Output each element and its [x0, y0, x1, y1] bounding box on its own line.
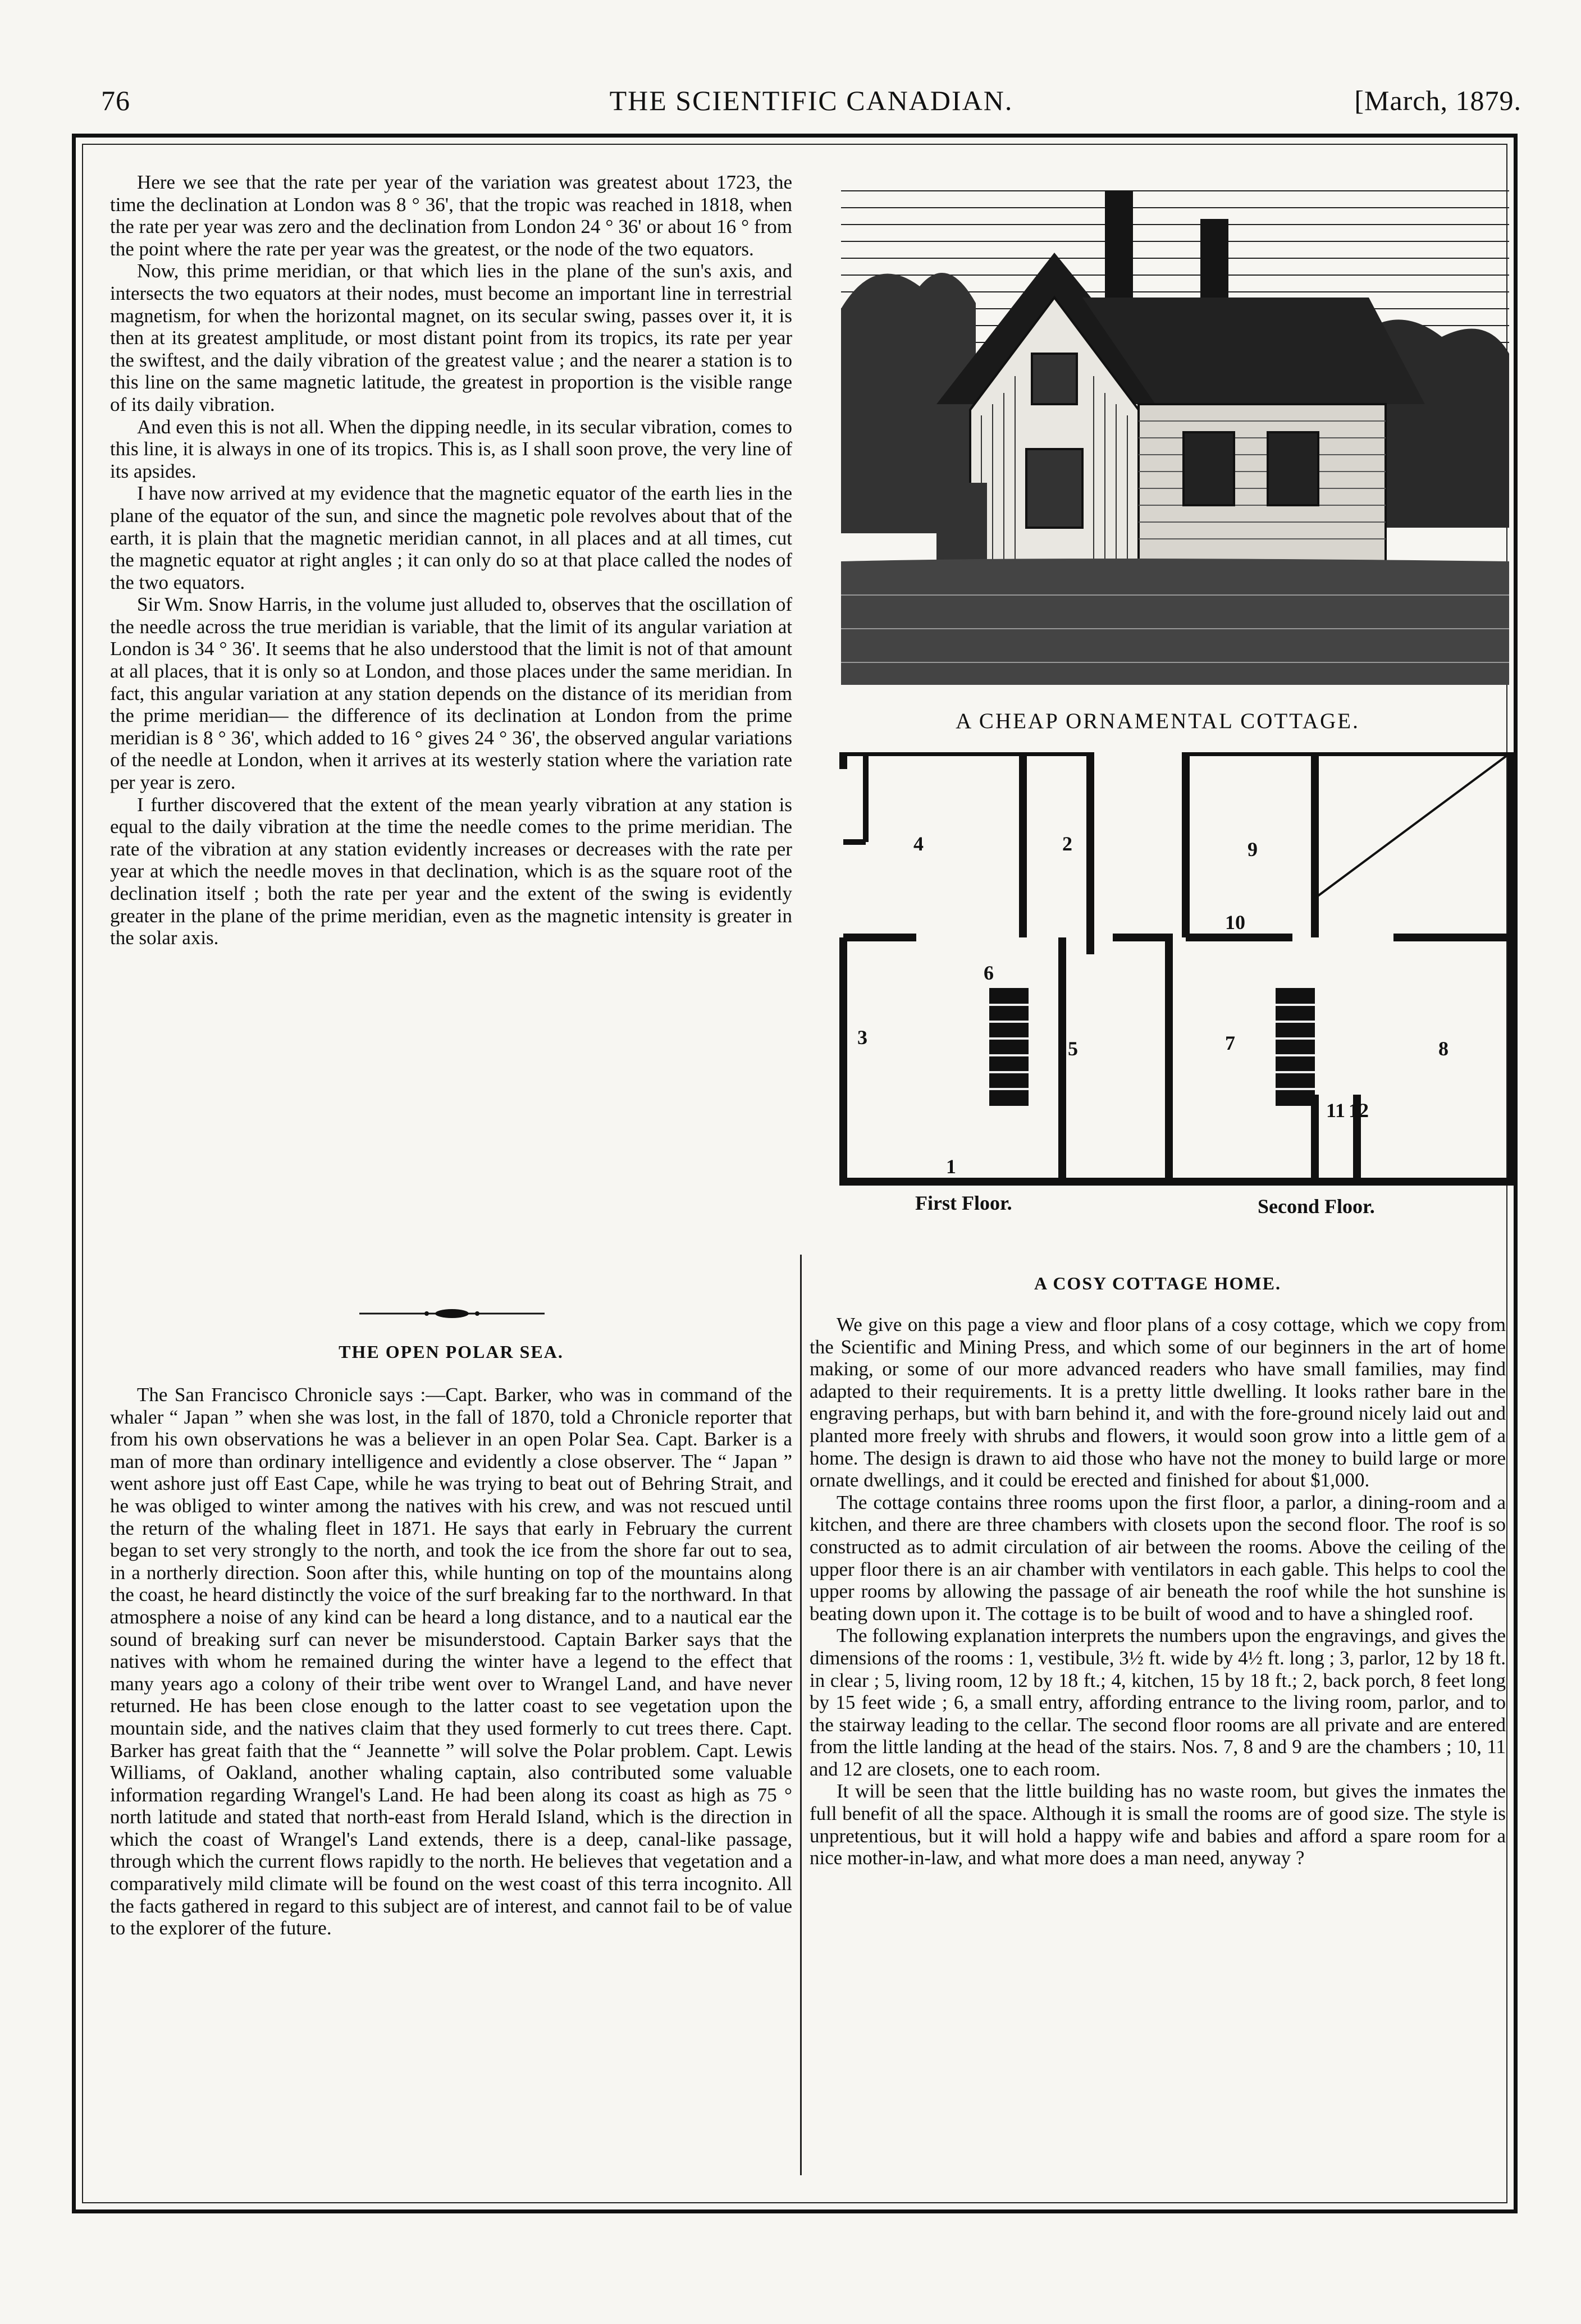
- engraving-caption: A CHEAP ORNAMENTAL COTTAGE.: [956, 709, 1360, 733]
- paragraph: I have now arrived at my evidence that the magnetic equator of the earth lies in the plane of the equator of the sun, and since the magnetic pole revolves about that of the earth, it is plain that the magnetic meridian cannot, in all places and at all times, cut the magnetic equator at right angles ; it can only do so at that place called the nodes of the two equators.: [110, 482, 792, 593]
- room-2: 2: [1062, 832, 1072, 855]
- section-ornament: [359, 1305, 545, 1322]
- second-floor-label: Second Floor.: [1258, 1195, 1375, 1218]
- floor-plans: [832, 752, 1514, 1190]
- paragraph: The cottage contains three rooms upon the first floor, a parlor, a dining-room and a kitchen, and there are three chambers with closets upon the second floor. The roof is so constructed as to admit circulation of air between the rooms. Above the ceiling of the upper floor there is an air chamber with ventilators in each gable. This helps to cool the upper rooms by allowing the passage of air beneath the roof while the hot sunshine is beating down upon it. The cottage is to be built of wood and to have a shingled roof.: [810, 1491, 1506, 1625]
- room-3: 3: [857, 1026, 867, 1049]
- paragraph: The following explanation interprets the numbers upon the engravings, and gives the dimensions of the rooms : 1, vestibule, 3½ ft. wide by 4½ ft. long ; 3, parlor, 12 by 18 ft. in clear ; 5, living room, 12 by 18 ft.; 4, kitchen, 15 by 18 ft.; 2, back porch, 8 feet long by 15 feet wide ; 6, a small entry, affording entrance to the living room, parlor, and to the stairway leading to the cellar. The second floor rooms are all private and are entered from the little landing at the head of the stairs. Nos. 7, 8 and 9 are the chambers ; 10, 11 and 12 are closets, one to each room.: [810, 1625, 1506, 1780]
- journal-title: THE SCIENTIFIC CANADIAN.: [609, 85, 1013, 116]
- issue-date: [March, 1879.: [1354, 85, 1521, 116]
- column-divider: [800, 1255, 802, 2175]
- room-8: 8: [1438, 1037, 1449, 1060]
- paragraph: Sir Wm. Snow Harris, in the volume just alluded to, observes that the oscillation of the needle across the true meridian is variable, that the limit of its angular variation at London is 34 ° 36'. It seems that he also understood that the limit is not of that amount at all places, that it is only so at London, and those places under the same meridian. In fact, this angular variation at any station depends on the distance of its meridian from the prime meridian— the difference of its declination at London from the prime meridian is 8 ° 36', which added to 16 ° gives 24 ° 36', the observed angular variations of the needle at London, when it arrives at its westerly station where the variation rate per year is zero.: [110, 593, 792, 794]
- running-header: [101, 84, 1521, 123]
- cosy-home-heading: A COSY COTTAGE HOME.: [1034, 1273, 1282, 1293]
- first-floor-label: First Floor.: [915, 1192, 1012, 1214]
- polar-sea-article: [110, 1384, 792, 1939]
- paragraph: We give on this page a view and floor plans of a cosy cottage, which we copy from the Scientific and Mining Press, and which some of our beginners in the art of home making, or some of our more advanced readers who have small families, may find adapted to their requirements. It is a pretty little dwelling. It looks rather bare in the engraving perhaps, but with barn behind it, and with the fore-ground nicely laid out and planted more freely with shrubs and flowers, it would soon grow into a little gem of a home. The design is drawn to aid those who have not the money to build large or more ornate dwellings, and it could be erected and finished for about $1,000.: [810, 1314, 1506, 1492]
- polar-sea-heading: THE OPEN POLAR SEA.: [339, 1342, 564, 1362]
- room-12: 12: [1349, 1099, 1369, 1122]
- room-4: 4: [913, 832, 924, 855]
- page-number: 76: [101, 85, 130, 116]
- room-9: 9: [1248, 838, 1258, 861]
- cottage-engraving: [841, 168, 1509, 685]
- room-10: 10: [1225, 911, 1245, 934]
- magnetism-article: [110, 171, 792, 949]
- room-11: 11: [1326, 1099, 1346, 1122]
- room-1: 1: [946, 1155, 956, 1178]
- paragraph: It will be seen that the little building has no waste room, but gives the inmates the full benefit of all the space. Although it is small the rooms are of good size. The style is unpretentious, but it will hold a happy wife and babies and afford a spare room for a nice mother-in-law, and what more does a man need, anyway ?: [810, 1780, 1506, 1869]
- room-7: 7: [1225, 1032, 1235, 1054]
- paragraph: I further discovered that the extent of the mean yearly vibration at any station is equal to the daily vibration at the time the needle comes to the prime meridian. The rate of the vibration at any station evidently increases or decreases with the rate per year at which the needle moves in that declination, which is as the square root of the declination itself ; both the rate per year and the extent of the swing is evidently greater in the plane of the prime meridian, even as the magnetic intensity is greater in the solar axis.: [110, 793, 792, 949]
- paragraph: And even this is not all. When the dipping needle, in its secular vibration, comes to this line, it is always in one of its tropics. This is, as I shall soon prove, the very line of its apsides.: [110, 415, 792, 482]
- paragraph: Now, this prime meridian, or that which lies in the plane of the sun's axis, and intersects the two equators at their nodes, must become an important line in terrestrial magnetism, for when the horizontal magnet, on its secular swing, passes over it, it is then at its greatest amplitude, or most distant point from its tropics, its rate per year the swiftest, and the daily vibration of the greatest value ; and the nearer a station is to this line on the same magnetic latitude, the greatest in proportion is the visible range of its daily vibration.: [110, 260, 792, 415]
- room-6: 6: [984, 962, 994, 984]
- cosy-home-article: [810, 1314, 1506, 1869]
- paragraph: The San Francisco Chronicle says :—Capt. Barker, who was in command of the whaler “ Japan ” when she was lost, in the fall of 1870, told a Chronicle reporter that from his own observations he was a believer in an open Polar Sea. Capt. Barker is a man of more than ordinary intelligence and evidently a close observer. The “ Japan ” went ashore just off East Cape, while he was trying to beat out of Behring Strait, and he was obliged to winter among the natives with his crew, and was not rescued until the return of the whaling fleet in 1871. He says that early in February the current began to set very strongly to the north, and took the ice from the shore far out to sea, in a northerly direction. Soon after this, while hunting on top of the mountains along the coast, he heard distinctly the voice of the surf breaking far to the northward. In that atmosphere a noise of any kind can be heard a long distance, and to a nautical ear the sound of breaking surf can never be misunderstood. Captain Barker says that the natives with whom he remained during the winter have a legend to the effect that many years ago a colony of their tribe went over to Wrangel Land, and have never returned. He has been close enough to the latter coast to see vegetation upon the mountain side, and the natives claim that they used formerly to cut trees there. Capt. Barker has great faith that the “ Jeannette ” will solve the Polar problem. Capt. Lewis Williams, of Oakland, another whaling captain, also contributed some valuable information regarding Wrangel's Land. He had been along its coast as high as 75 ° north latitude and stated that north-east from Herald Island, which is the direction in which the coast of Wrangel's Land extends, there is a deep, canal-like passage, through which the current flows rapidly to the north. He believes that vegetation and a comparatively mild climate will be found on the west coast of this terra incognito. All the facts gathered in regard to this subject are of interest, and cannot fail to be of value to the explorer of the future.: [110, 1384, 792, 1939]
- room-5: 5: [1068, 1037, 1078, 1060]
- paragraph: Here we see that the rate per year of the variation was greatest about 1723, the time the declination at London was 8 ° 36', that the tropic was reached in 1818, when the rate per year was zero and the declination from London 24 ° 36' or about 16 ° from the point where the rate per year was the greatest, or the node of the two equators.: [110, 171, 792, 260]
